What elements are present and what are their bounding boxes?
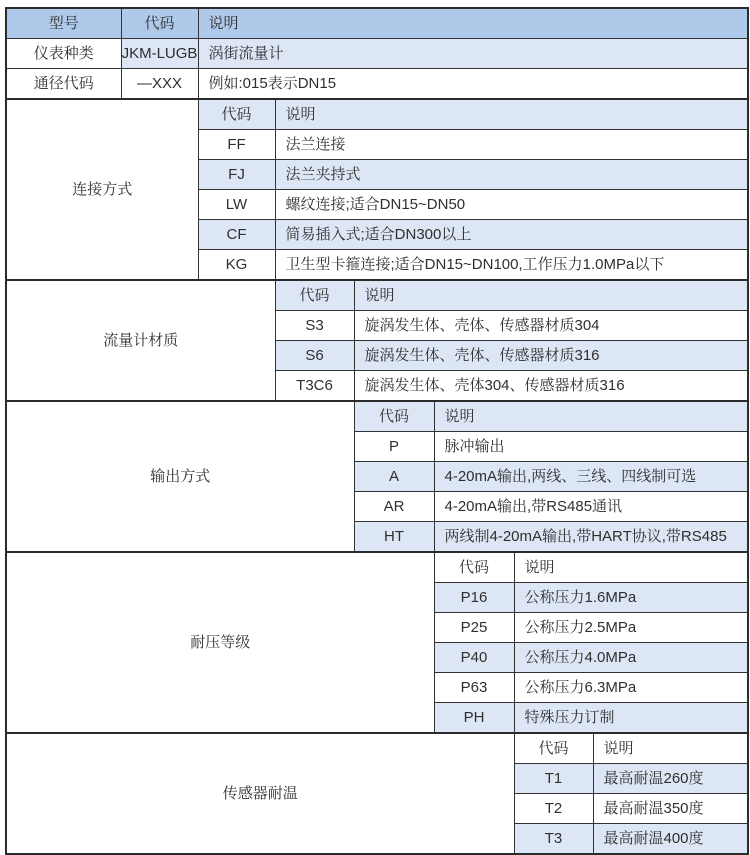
row-code: P25 — [434, 613, 514, 643]
section-desc-header: 说明 — [514, 552, 748, 583]
section-label: 耐压等级 — [6, 552, 434, 733]
section-header-row — [6, 99, 748, 130]
row-code: P16 — [434, 583, 514, 613]
row-code: A — [354, 462, 434, 492]
row-desc: 4-20mA输出,两线、三线、四线制可选 — [434, 462, 748, 492]
row-code: —XXX — [121, 69, 198, 100]
section-label: 输出方式 — [6, 401, 354, 552]
section-label: 连接方式 — [6, 99, 198, 280]
row-code: CF — [198, 220, 275, 250]
row-desc: 螺纹连接;适合DN15~DN50 — [275, 190, 748, 220]
row-desc: 简易插入式;适合DN300以上 — [275, 220, 748, 250]
section-code-header: 代码 — [354, 401, 434, 432]
row-code: S6 — [275, 341, 354, 371]
row-code: T1 — [514, 764, 593, 794]
row-desc: 旋涡发生体、壳体304、传感器材质316 — [354, 371, 748, 402]
row-desc: 卫生型卡箍连接;适合DN15~DN100,工作压力1.0MPa以下 — [275, 250, 748, 281]
row-code: P63 — [434, 673, 514, 703]
section-label: 流量计材质 — [6, 280, 275, 401]
row-code: T3C6 — [275, 371, 354, 402]
header-code: 代码 — [121, 8, 198, 39]
section-code-header: 代码 — [434, 552, 514, 583]
row-code: FF — [198, 130, 275, 160]
section-desc-header: 说明 — [434, 401, 748, 432]
section-header-row — [6, 401, 748, 432]
header-model: 型号 — [6, 8, 121, 39]
row-desc: 4-20mA输出,带RS485通讯 — [434, 492, 748, 522]
table-header-row — [6, 8, 748, 39]
row-code: P40 — [434, 643, 514, 673]
row-code: FJ — [198, 160, 275, 190]
row-desc: 特殊压力订制 — [514, 703, 748, 734]
row-code: P — [354, 432, 434, 462]
section-label: 传感器耐温 — [6, 733, 514, 854]
section-code-header: 代码 — [275, 280, 354, 311]
table-row — [6, 39, 748, 69]
model-selection-table-container — [5, 7, 749, 855]
row-code: T2 — [514, 794, 593, 824]
row-code: KG — [198, 250, 275, 281]
row-desc: 最高耐温400度 — [593, 824, 748, 855]
row-desc: 涡街流量计 — [198, 39, 748, 69]
row-desc: 两线制4-20mA输出,带HART协议,带RS485 — [434, 522, 748, 553]
row-desc: 例如:015表示DN15 — [198, 69, 748, 100]
section-code-header: 代码 — [514, 733, 593, 764]
row-code: S3 — [275, 311, 354, 341]
row-code: HT — [354, 522, 434, 553]
row-desc: 最高耐温350度 — [593, 794, 748, 824]
row-desc: 法兰连接 — [275, 130, 748, 160]
row-desc: 公称压力2.5MPa — [514, 613, 748, 643]
section-code-header: 代码 — [198, 99, 275, 130]
row-desc: 旋涡发生体、壳体、传感器材质304 — [354, 311, 748, 341]
model-selection-table — [5, 7, 749, 855]
row-desc: 公称压力4.0MPa — [514, 643, 748, 673]
row-desc: 最高耐温260度 — [593, 764, 748, 794]
row-code: LW — [198, 190, 275, 220]
table-row — [6, 69, 748, 100]
section-header-row — [6, 733, 748, 764]
section-header-row — [6, 552, 748, 583]
row-desc: 脉冲输出 — [434, 432, 748, 462]
section-desc-header: 说明 — [275, 99, 748, 130]
row-code: AR — [354, 492, 434, 522]
section-desc-header: 说明 — [593, 733, 748, 764]
row-label: 通径代码 — [6, 69, 121, 100]
row-desc: 法兰夹持式 — [275, 160, 748, 190]
row-desc: 旋涡发生体、壳体、传感器材质316 — [354, 341, 748, 371]
row-desc: 公称压力6.3MPa — [514, 673, 748, 703]
row-code: JKM-LUGB — [121, 39, 198, 69]
header-desc: 说明 — [198, 8, 748, 39]
row-code: PH — [434, 703, 514, 734]
row-label: 仪表种类 — [6, 39, 121, 69]
row-desc: 公称压力1.6MPa — [514, 583, 748, 613]
row-code: T3 — [514, 824, 593, 855]
section-desc-header: 说明 — [354, 280, 748, 311]
section-header-row — [6, 280, 748, 311]
